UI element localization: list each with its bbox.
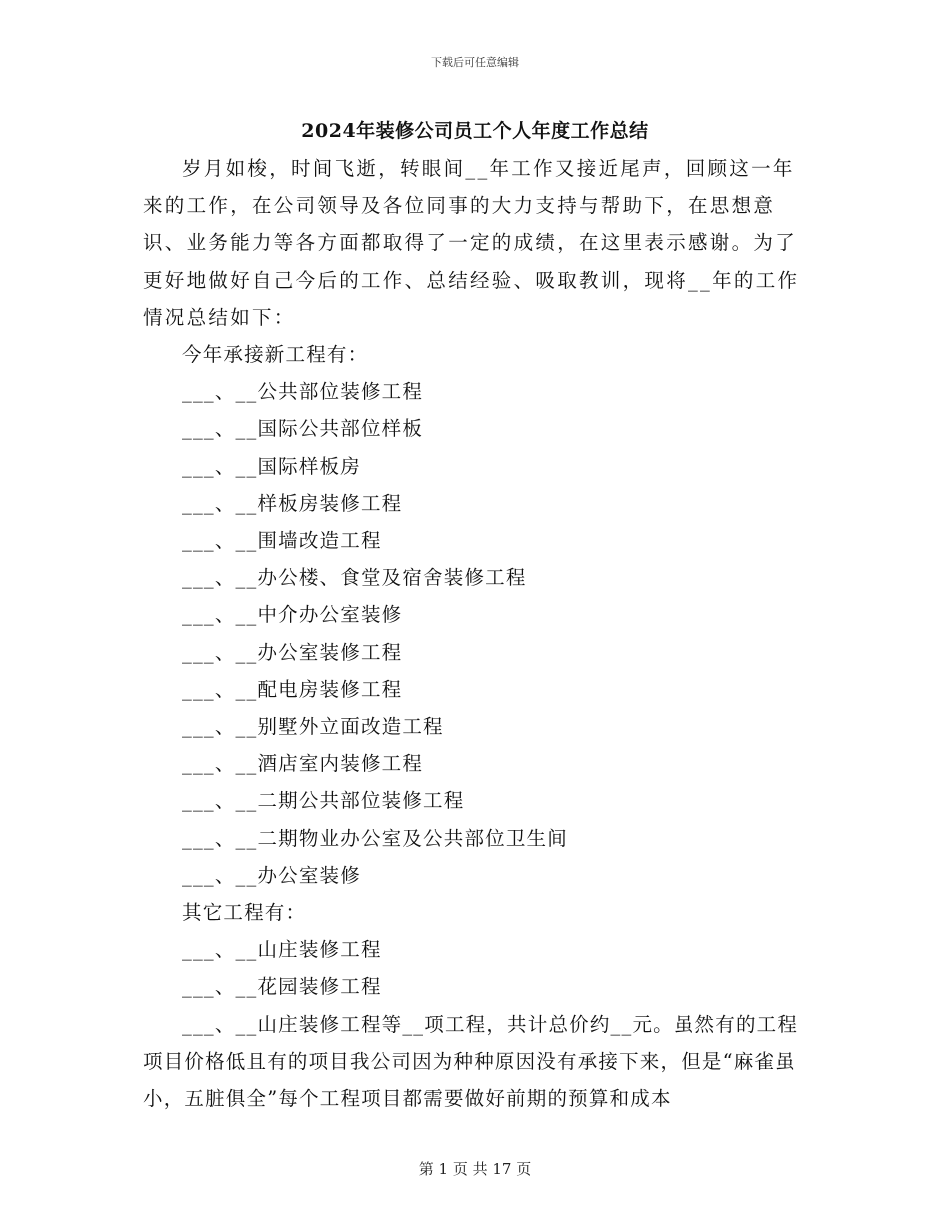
- list-item: ___、__酒店室内装修工程: [182, 752, 424, 776]
- header-note: 下载后可任意编辑: [431, 56, 519, 69]
- list-item: ___、__别墅外立面改造工程: [182, 715, 444, 739]
- list-item: ___、__二期公共部位装修工程: [182, 789, 465, 813]
- list-item: ___、__国际公共部位样板: [182, 417, 424, 441]
- list-item: ___、__办公室装修: [182, 863, 361, 887]
- document-body: [143, 150, 808, 1117]
- page-footer: 第 1 页 共 17 页: [418, 1160, 532, 1178]
- list-item: ___、__办公楼、食堂及宿舍装修工程: [182, 566, 527, 590]
- list-item: ___、__中介办公室装修: [182, 603, 403, 627]
- list-item: ___、__公共部位装修工程: [182, 380, 424, 404]
- other-projects-heading: 其它工程有：: [182, 901, 307, 925]
- intro-paragraph: 岁月如梭，时间飞逝，转眼间__年工作又接近尾声，回顾这一年来的工作，在公司领导及各位同事的大力支持与帮助下，在思想意识、业务能力等各方面都取得了一定的成绩，在这里表示感谢。为了更好地做好自己今后的工作、总结经验、吸取教训，现将__年的工作情况总结如下：: [143, 157, 800, 329]
- list-item: ___、__围墙改造工程: [182, 529, 382, 553]
- list-item: ___、__花园装修工程: [182, 975, 382, 999]
- list-item: ___、__国际样板房: [182, 454, 361, 478]
- list-item: ___、__二期物业办公室及公共部位卫生间: [182, 826, 568, 850]
- list-item: ___、__山庄装修工程: [182, 938, 382, 962]
- new-projects-list: [143, 373, 808, 894]
- list-item: ___、__办公室装修工程: [182, 640, 403, 664]
- list-item: ___、__样板房装修工程: [182, 491, 403, 515]
- new-projects-heading: 今年承接新工程有：: [182, 343, 369, 367]
- list-item: ___、__配电房装修工程: [182, 677, 403, 701]
- other-projects-list: [143, 931, 808, 1005]
- document-title: 2024年装修公司员工个人年度工作总结: [301, 120, 649, 142]
- closing-paragraph: ___、__山庄装修工程等__项工程，共计总价约__元。虽然有的工程项目价格低且有的项目我公司因为种种原因没有承接下来，但是“麻雀虽小，五脏俱全”每个工程项目都需要做好前期的预算和成本: [143, 1012, 799, 1111]
